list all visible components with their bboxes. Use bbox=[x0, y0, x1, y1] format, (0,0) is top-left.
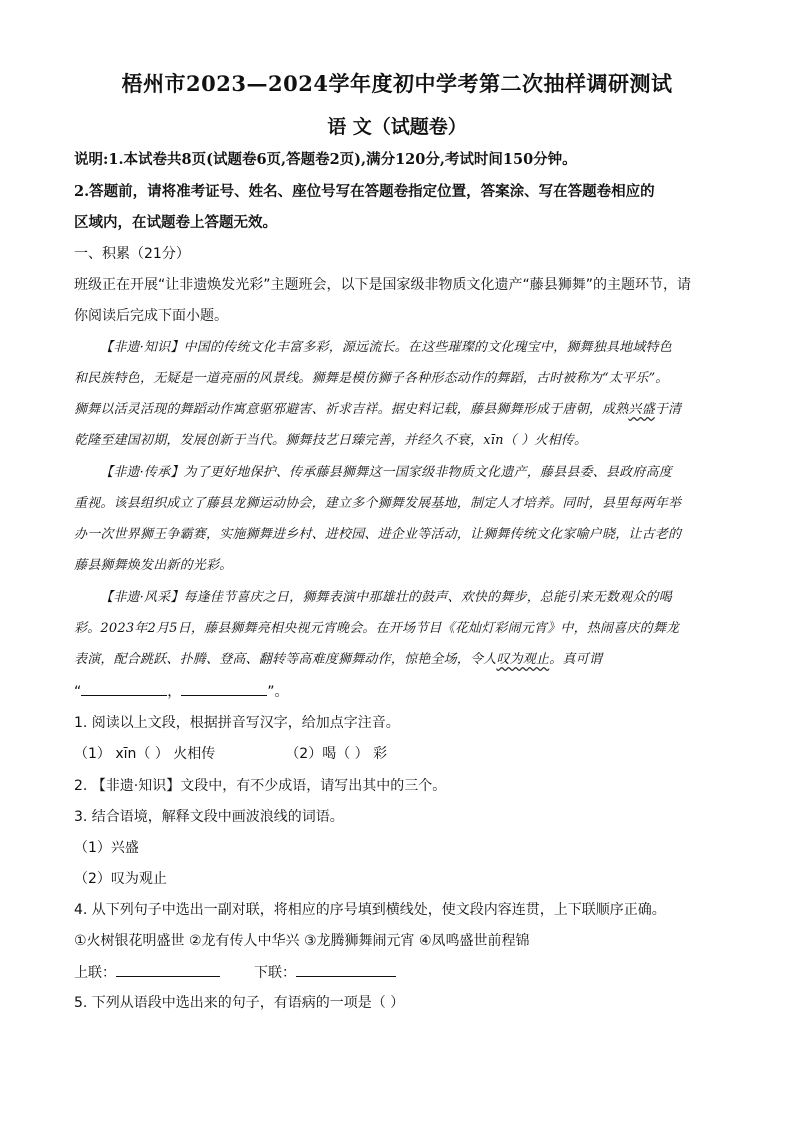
question-4-answer-line bbox=[74, 962, 734, 983]
passage-p2-line-1: 【非遗·传承】为了更好地保护、传承藤县狮舞这一国家级非物质文化遗产，藤县县委、县政府高度 bbox=[100, 465, 672, 480]
passage-p1-line-1: 【非遗·知识】中国的传统文化丰富多彩，源远流长。在这些璀璨的文化瑰宝中，狮舞独具地域特色 bbox=[100, 340, 672, 355]
passage-p1-line-4: 乾隆至建国初期，发展创新于当代。狮舞技艺日臻完善，并经久不衰，xīn（ ）火相传。 bbox=[74, 433, 588, 448]
section-intro-line-2: 你阅读后完成下面小题。 bbox=[74, 308, 228, 324]
wavy-underlined-word: 兴盛 bbox=[628, 402, 655, 417]
upper-couplet-label: 上联： bbox=[74, 965, 116, 981]
passage-p3-line-3 bbox=[74, 650, 734, 670]
close-quote: ”。 bbox=[267, 684, 289, 700]
question-2: 2. 【非遗·知识】文段中，有不少成语，请写出其中的三个。 bbox=[74, 778, 447, 794]
passage-text: 表演，配合跳跃、扑腾、登高、翻转等高难度狮舞动作，惊艳全场，令人 bbox=[74, 652, 497, 667]
question-3: 3. 结合语境，解释文段中画波浪线的词语。 bbox=[74, 809, 344, 825]
couplet-blank-2[interactable] bbox=[181, 681, 267, 696]
question-1-part-2: （2）喝（ ） 彩 bbox=[285, 746, 388, 762]
lower-couplet-label: 下联： bbox=[254, 965, 296, 981]
open-quote: “ bbox=[74, 684, 82, 700]
passage-p1-line-2: 和民族特色，无疑是一道亮丽的风景线。狮舞是模仿狮子各种形态动作的舞蹈，古时被称为“太平乐”。 bbox=[74, 371, 669, 386]
instructions-line-1: 说明:1.本试卷共8页(试题卷6页,答题卷2页),满分120分,考试时间150分钟。 bbox=[74, 151, 577, 168]
exam-title: 梧州市2023—2024学年度初中学考第二次抽样调研测试 bbox=[121, 71, 673, 96]
question-1-parts bbox=[74, 744, 734, 764]
couplet-blank-line bbox=[74, 681, 734, 702]
passage-text: 狮舞以活灵活现的舞蹈动作寓意驱邪避害、祈求吉祥。据史料记载，藤县狮舞形成于唐朝，成熟 bbox=[74, 402, 629, 417]
section-heading: 一、积累（21分） bbox=[74, 246, 190, 262]
comma: ， bbox=[167, 684, 182, 700]
question-3-part-1: （1）兴盛 bbox=[74, 840, 139, 856]
question-1: 1. 阅读以上文段，根据拼音写汉字，给加点字注音。 bbox=[74, 715, 400, 731]
instructions-line-3: 区域内，在试题卷上答题无效。 bbox=[74, 214, 277, 231]
passage-p1-line-3 bbox=[74, 400, 734, 420]
passage-p2-line-4: 藤县狮舞焕发出新的光彩。 bbox=[74, 558, 233, 573]
lower-couplet-blank[interactable] bbox=[296, 962, 396, 977]
passage-text: 于清 bbox=[654, 402, 682, 417]
wavy-underlined-word: 叹为观止 bbox=[496, 652, 550, 667]
passage-p2-line-3: 办一次世界狮王争霸赛，实施狮舞进乡村、进校园、进企业等活动，让狮舞传统文化家喻户晓，让古老的 bbox=[74, 527, 682, 542]
question-1-part-1: （1） xīn（ ） 火相传 bbox=[74, 746, 216, 762]
question-3-part-2: （2）叹为观止 bbox=[74, 871, 167, 887]
section-intro-line-1: 班级正在开展“让非遗焕发光彩”主题班会，以下是国家级非物质文化遗产“藤县狮舞”的主题环节，请 bbox=[74, 277, 692, 293]
passage-p2-line-2: 重视。该县组织成立了藤县龙狮运动协会，建立多个狮舞发展基地，制定人才培养。同时，县里每两年举 bbox=[74, 496, 682, 511]
passage-p3-line-1: 【非遗·风采】每逢佳节喜庆之日，狮舞表演中那雄壮的鼓声、欢快的舞步，总能引来无数观众的喝 bbox=[100, 590, 672, 605]
question-4-options: ①火树银花明盛世 ②龙有传人中华兴 ③龙腾狮舞闹元宵 ④凤鸣盛世前程锦 bbox=[74, 933, 530, 949]
upper-couplet-blank[interactable] bbox=[116, 962, 220, 977]
passage-text: 。真可谓 bbox=[549, 652, 603, 667]
instructions-line-2: 2.答题前，请将准考证号、姓名、座位号写在答题卷指定位置，答案涂、写在答题卷相应的 bbox=[74, 183, 655, 200]
question-5: 5. 下列从语段中选出来的句子，有语病的一项是（ ） bbox=[74, 995, 405, 1011]
couplet-blank-1[interactable] bbox=[81, 681, 167, 696]
question-4: 4. 从下列句子中选出一副对联，将相应的序号填到横线处，使文段内容连贯，上下联顺序正确。 bbox=[74, 902, 666, 918]
exam-subtitle: 语 文（试题卷） bbox=[327, 116, 467, 138]
passage-p3-line-2: 彩。2023年2月5日，藤县狮舞亮相央视元宵晚会。在开场节目《花灿灯彩闹元宵》中，热闹喜庆的舞龙 bbox=[74, 621, 680, 636]
